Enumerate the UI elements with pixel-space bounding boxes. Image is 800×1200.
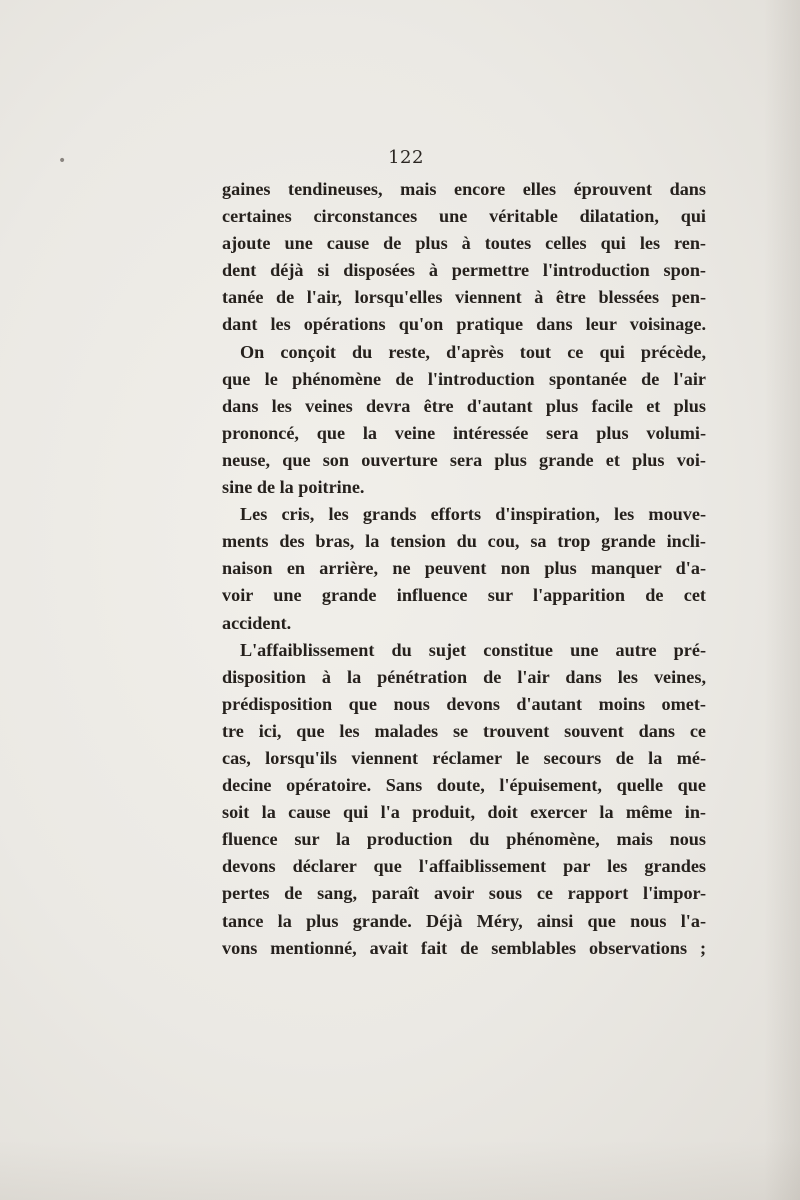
- text-line: ments des bras, la tension du cou, sa trop grande incli-: [222, 531, 706, 552]
- text-line: disposition à la pénétration de l'air dans les veines,: [222, 666, 706, 687]
- text-line: dent déjà si disposées à permettre l'introduction spon-: [222, 260, 706, 281]
- text-line: vons mentionné, avait fait de semblables observations ;: [222, 937, 706, 958]
- text-line: dant les opérations qu'on pratique dans leur voisinage.: [222, 314, 706, 335]
- text-line: sine de la poitrine.: [222, 477, 365, 498]
- text-line: tre ici, que les malades se trouvent souvent dans ce: [222, 720, 706, 741]
- text-line: prédisposition que nous devons d'autant moins omet-: [222, 693, 706, 714]
- text-line: L'affaiblissement du sujet constitue une autre pré-: [240, 639, 706, 660]
- text-line: gaines tendineuses, mais encore elles éprouvent dans: [222, 179, 706, 199]
- text-line: On conçoit du reste, d'après tout ce qui précède,: [240, 341, 706, 362]
- text-line: devons déclarer que l'affaiblissement par les grandes: [222, 856, 706, 877]
- text-line: cas, lorsqu'ils viennent réclamer le secours de la mé-: [222, 747, 706, 768]
- margin-speck: •: [58, 153, 67, 169]
- text-line: dans les veines devra être d'autant plus facile et plus: [222, 395, 706, 416]
- text-line: que le phénomène de l'introduction spontanée de l'air: [222, 368, 706, 389]
- text-line: fluence sur la production du phénomène, mais nous: [222, 829, 706, 850]
- text-line: Les cris, les grands efforts d'inspiration, les mouve-: [240, 504, 706, 525]
- text-line: accident.: [222, 612, 292, 633]
- text-line: soit la cause qui l'a produit, doit exercer la même in-: [222, 802, 706, 823]
- text-line: voir une grande influence sur l'apparition de cet: [222, 585, 706, 606]
- text-line: pertes de sang, paraît avoir sous ce rapport l'impor-: [222, 883, 706, 904]
- text-line: tance la plus grande. Déjà Méry, ainsi que nous l'a-: [222, 910, 706, 931]
- text-line: decine opératoire. Sans doute, l'épuisement, quelle que: [222, 775, 706, 796]
- text-line: prononcé, que la veine intéressée sera plus volumi-: [222, 422, 706, 443]
- body-text: [222, 176, 706, 962]
- page-edge-shadow: [764, 0, 800, 1200]
- text-line: naison en arrière, ne peuvent non plus manquer d'a-: [222, 558, 706, 579]
- text-line: ajoute une cause de plus à toutes celles qui les ren-: [222, 233, 706, 254]
- text-line: neuse, que son ouverture sera plus grande et plus voi-: [222, 449, 706, 470]
- text-line: tanée de l'air, lorsqu'elles viennent à être blessées pen-: [222, 287, 706, 308]
- text-line: certaines circonstances une véritable dilatation, qui: [222, 206, 706, 227]
- page-bottom-shadow: [0, 1140, 800, 1200]
- page-number: 122: [388, 147, 424, 168]
